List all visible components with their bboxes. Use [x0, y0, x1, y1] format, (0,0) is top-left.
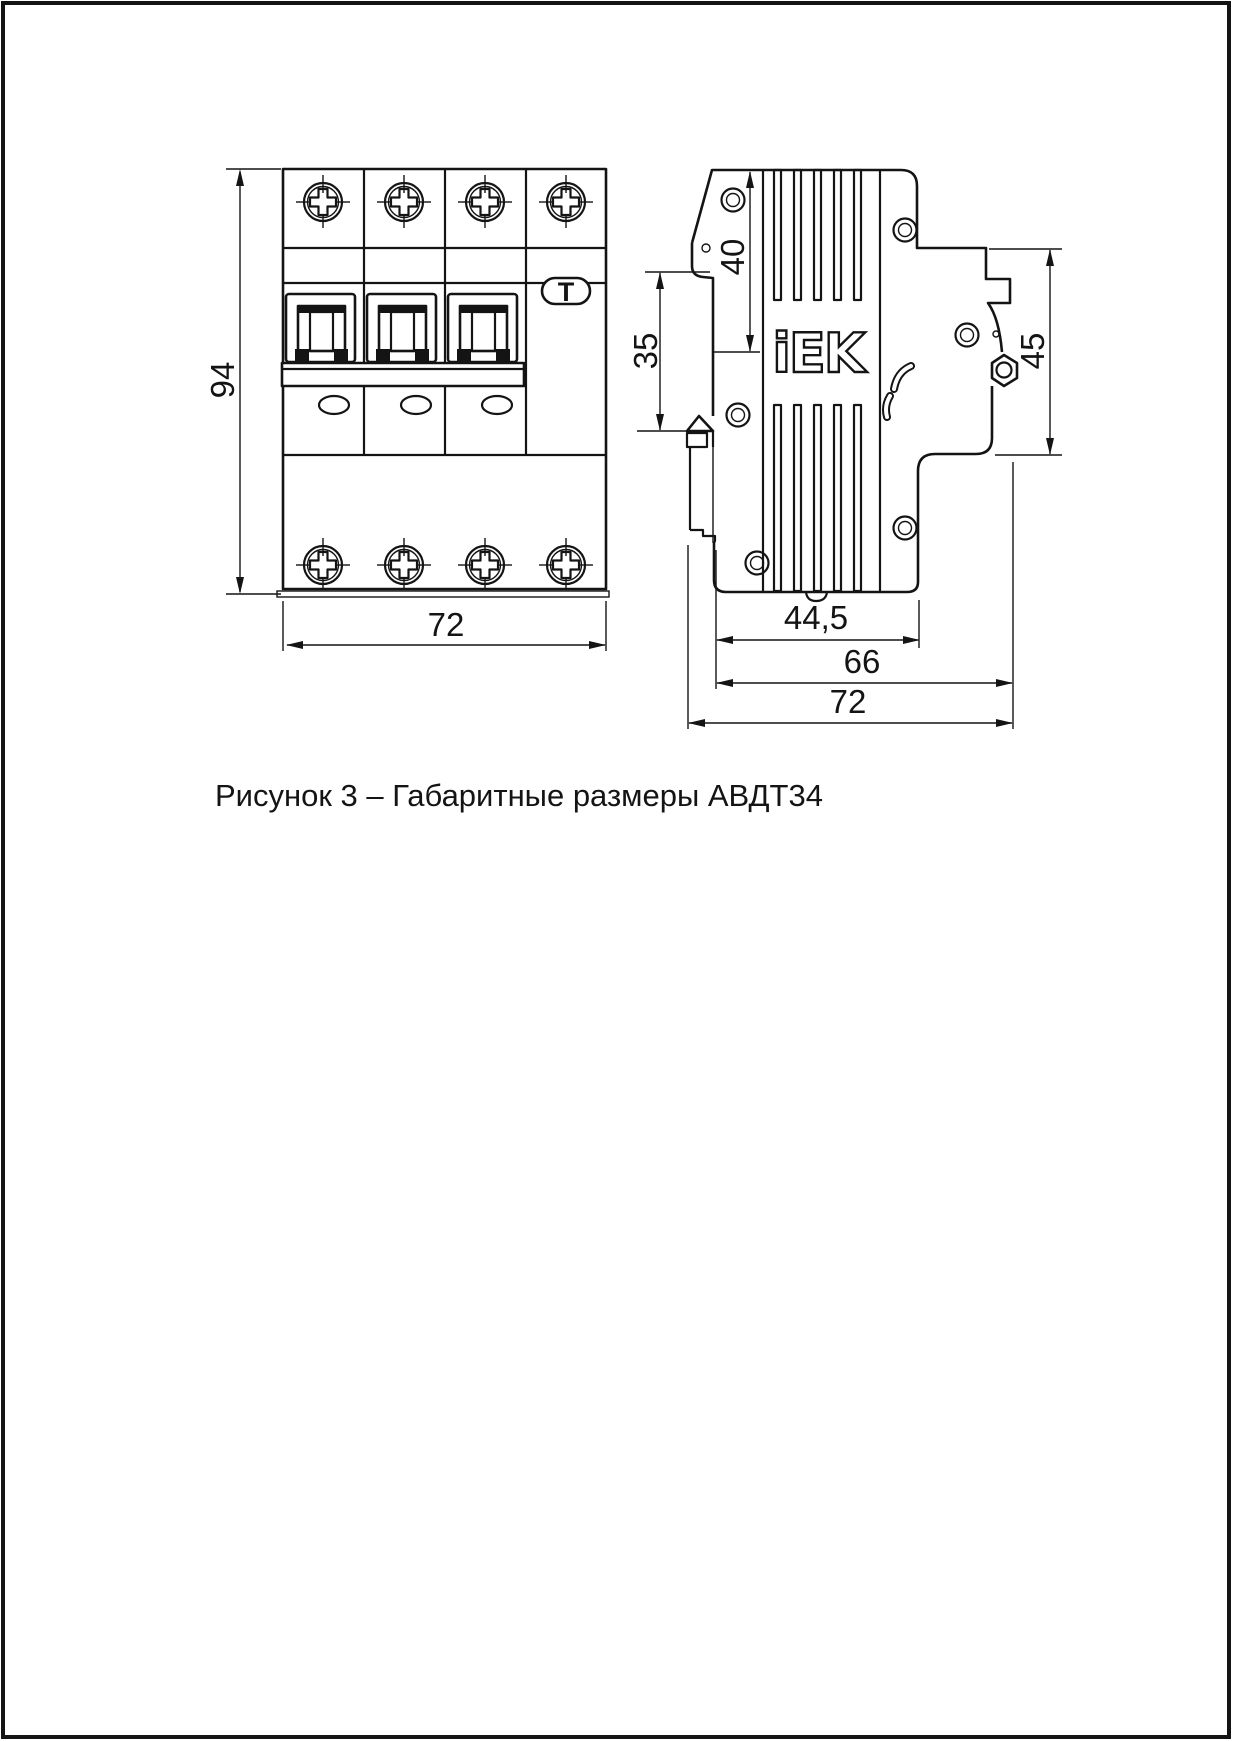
din-latch-wedge	[687, 416, 713, 431]
rivet-icon	[894, 517, 917, 540]
vent-slot	[774, 405, 781, 591]
front-view	[277, 169, 609, 597]
dim-label-45: 45	[1014, 332, 1051, 370]
vent-slot	[794, 405, 801, 591]
din-latch-block	[687, 433, 707, 447]
dimension-72-side	[688, 545, 1013, 729]
dim-label-72-front: 72	[427, 606, 465, 643]
dimension-44-5	[716, 550, 920, 689]
dim-label-72-side: 72	[829, 683, 867, 720]
din-rail-edge	[277, 591, 609, 597]
dim-label-94: 94	[204, 361, 241, 399]
side-view	[687, 170, 1017, 601]
vent-slot	[854, 405, 861, 591]
dim-label-40: 40	[714, 238, 751, 276]
mold-marks	[886, 366, 911, 417]
toggle-handle	[286, 294, 355, 362]
dimension-94	[204, 169, 281, 594]
toggle-handle	[367, 294, 436, 362]
toggle-handle	[448, 294, 517, 362]
vent-slot	[814, 405, 821, 591]
toggle-tie-bar	[282, 363, 524, 386]
brand-logo: iEK	[772, 322, 864, 385]
dim-label-66: 66	[843, 643, 881, 680]
figure-caption: Рисунок 3 – Габаритные размеры АВДТ34	[215, 778, 823, 813]
din-latch-hook	[690, 530, 715, 543]
dim-label-35: 35	[627, 332, 664, 370]
dimension-35	[627, 272, 710, 431]
dim-label-44-5: 44,5	[783, 599, 849, 636]
toggle-handles	[282, 294, 524, 386]
dimension-72-front	[283, 601, 606, 651]
vent-slot	[834, 405, 841, 591]
rivet-icon	[746, 552, 769, 575]
test-button	[542, 277, 590, 307]
rivet-icon	[727, 404, 750, 427]
test-button-label: T	[557, 277, 575, 307]
